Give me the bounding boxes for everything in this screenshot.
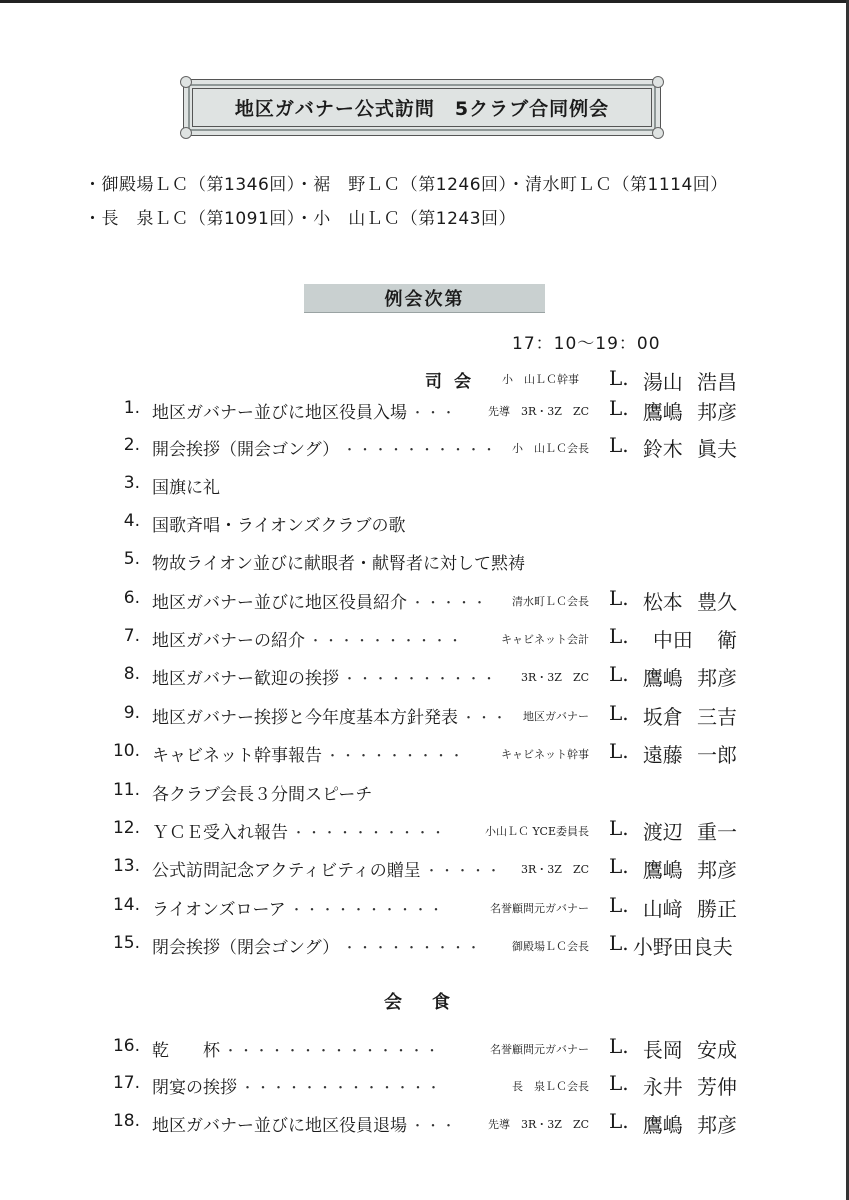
name-surname: 鷹嶋	[642, 858, 683, 882]
item-label: 地区ガバナー並びに地区役員紹介	[152, 593, 407, 613]
dot-leader: ・・・・・・・・・・	[343, 443, 499, 458]
name-surname: 永井	[642, 1075, 683, 1099]
name-given: 邦彦	[696, 858, 737, 882]
item-role: 3R・3Z ZC	[521, 863, 589, 876]
item-person-name	[609, 816, 737, 845]
program-item	[0, 854, 849, 884]
name-surname: 遠藤	[642, 743, 683, 767]
item-label: ライオンズローア	[152, 900, 286, 920]
name-prefix: L.	[609, 893, 629, 917]
program-item	[0, 893, 849, 923]
item-role: 清水町ＬＣ会長	[512, 595, 589, 608]
item-label: 地区ガバナー挨拶と今年度基本方針発表	[152, 708, 458, 728]
item-label: 地区ガバナー並びに地区役員入場	[152, 403, 407, 423]
item-number: 1.	[123, 398, 140, 418]
program-item	[0, 1109, 849, 1139]
item-number: 8.	[123, 664, 140, 684]
page-edge-top	[0, 0, 849, 3]
dot-leader: ・・・・・	[411, 596, 489, 611]
item-person-name	[609, 396, 737, 425]
name-prefix: L.	[609, 931, 629, 955]
dot-leader: ・・・・・・・・・・	[343, 672, 499, 687]
item-role: 3R・3Z ZC	[521, 671, 589, 684]
item-number: 16.	[112, 1036, 140, 1056]
program-item	[0, 547, 849, 577]
item-number: 9.	[123, 703, 140, 723]
item-person-name	[609, 701, 737, 730]
item-number: 5.	[123, 549, 140, 569]
name-surname: 鷹嶋	[642, 400, 683, 424]
item-role: 小山ＬＣ YCE委員長	[484, 825, 589, 838]
club-list-line-1: ・御殿場ＬＣ（第1346回）・裾 野ＬＣ（第1246回）・清水町ＬＣ（第1114回）	[84, 175, 728, 195]
name-prefix: L.	[609, 1109, 629, 1133]
name-surname: 渡辺	[642, 820, 683, 844]
program-item	[0, 701, 849, 731]
name-prefix: L.	[609, 701, 629, 725]
name-prefix: L.	[609, 624, 629, 648]
program-item	[0, 816, 849, 846]
name-prefix: L.	[609, 854, 629, 878]
item-person-name	[609, 1071, 737, 1100]
program-item	[0, 396, 849, 426]
name-prefix: L.	[609, 662, 629, 686]
item-person-name	[609, 662, 737, 691]
program-item	[0, 931, 849, 961]
name-surname: 坂倉	[642, 705, 683, 729]
item-person-name	[609, 433, 737, 462]
name-prefix: L.	[609, 739, 629, 763]
name-given: 邦彦	[696, 666, 737, 690]
name-given: 豊久	[696, 590, 737, 614]
item-label: 地区ガバナー歓迎の挨拶	[152, 669, 339, 689]
name-prefix: L.	[609, 433, 629, 457]
dot-leader: ・・・・・・・・・	[343, 941, 483, 956]
name-given: 衛	[716, 628, 737, 652]
item-role: キャビネット幹事	[501, 748, 589, 761]
item-role: 先導 3R・3Z ZC	[488, 1118, 589, 1131]
name-given: 三吉	[696, 705, 737, 729]
name-given: 一郎	[696, 743, 737, 767]
name-surname: 小野田良夫	[632, 935, 733, 959]
item-number: 10.	[112, 741, 140, 761]
mc-name	[609, 366, 737, 395]
item-number: 15.	[112, 933, 140, 953]
name-prefix: L.	[609, 396, 629, 420]
name-surname: 湯山	[642, 370, 683, 394]
name-given: 重一	[696, 820, 737, 844]
name-prefix: L.	[609, 816, 629, 840]
name-given: 邦彦	[696, 1113, 737, 1137]
name-given: 芳伸	[696, 1075, 737, 1099]
item-role: 小 山ＬＣ会長	[512, 442, 589, 455]
item-label: 閉会挨拶（閉会ゴング）	[152, 938, 340, 958]
dot-leader: ・・・	[411, 1119, 458, 1134]
item-person-name	[609, 931, 737, 960]
mc-label: 司会	[425, 372, 483, 392]
item-label: 地区ガバナーの紹介	[152, 631, 305, 651]
item-label: 各クラブ会長３分間スピーチ	[152, 785, 373, 805]
item-person-name	[609, 624, 737, 653]
item-number: 3.	[123, 473, 140, 493]
item-person-name	[609, 893, 737, 922]
item-label: 閉宴の挨拶	[152, 1078, 237, 1098]
page-title: 地区ガバナー公式訪問 5クラブ合同例会	[234, 98, 610, 120]
dot-leader: ・・・・・・・・・・	[309, 634, 465, 649]
name-surname: 鷹嶋	[642, 666, 683, 690]
item-role: 長 泉ＬＣ会長	[512, 1080, 589, 1093]
item-person-name	[609, 1109, 737, 1138]
name-given: 勝正	[696, 897, 737, 921]
item-label: 開会挨拶（開会ゴング）	[152, 440, 340, 460]
item-number: 18.	[112, 1111, 140, 1131]
item-number: 13.	[112, 856, 140, 876]
item-number: 4.	[123, 511, 140, 531]
program-item	[0, 662, 849, 692]
item-role: 御殿場ＬＣ会長	[512, 940, 589, 953]
dot-leader: ・・・・・・・・・	[326, 749, 466, 764]
name-prefix: L.	[609, 1071, 629, 1095]
item-number: 2.	[123, 435, 140, 455]
item-label: 国歌斉唱・ライオンズクラブの歌	[152, 516, 406, 536]
name-surname: 山﨑	[642, 897, 683, 921]
program-item	[0, 586, 849, 616]
item-number: 12.	[112, 818, 140, 838]
dot-leader: ・・・	[411, 406, 458, 421]
item-label: 物故ライオン並びに献眼者・献腎者に対して黙祷	[152, 554, 525, 574]
program-item	[0, 778, 849, 808]
program-item	[0, 1034, 849, 1064]
dot-leader: ・・・・・・・・・・	[292, 826, 448, 841]
dot-leader: ・・・・・・・・・・	[290, 903, 446, 918]
dot-leader: ・・・・・・・・・・・・・	[241, 1081, 443, 1096]
program-item	[0, 624, 849, 654]
item-label: 公式訪問記念アクティビティの贈呈	[152, 861, 421, 881]
item-label: 国旗に礼	[152, 478, 220, 498]
program-item	[0, 471, 849, 501]
name-surname: 長岡	[642, 1038, 683, 1062]
name-given: 邦彦	[696, 400, 737, 424]
dot-leader: ・・・・・・・・・・・・・・	[224, 1044, 442, 1059]
name-surname: 松本	[642, 590, 683, 614]
name-surname: 鈴木	[642, 437, 683, 461]
item-role: 名誉顧問元ガバナー	[490, 1043, 589, 1056]
time-range: 17：10～19：00	[512, 334, 661, 354]
name-prefix: L.	[609, 366, 629, 390]
program-item	[0, 509, 849, 539]
dot-leader: ・・・	[462, 711, 509, 726]
name-given: 浩昌	[696, 370, 737, 394]
name-given: 安成	[696, 1038, 737, 1062]
item-label: 乾 杯	[152, 1041, 220, 1061]
frame-corner-ornament	[652, 76, 664, 88]
item-person-name	[609, 854, 737, 883]
item-person-name	[609, 739, 737, 768]
program-item	[0, 1071, 849, 1101]
dining-title: 会食	[384, 992, 480, 1013]
program-item	[0, 739, 849, 769]
item-role: キャビネット会計	[501, 633, 589, 646]
name-prefix: L.	[609, 1034, 629, 1058]
name-surname: 鷹嶋	[642, 1113, 683, 1137]
name-surname: 中田	[652, 628, 693, 652]
section-title: 例会次第	[304, 284, 545, 313]
dot-leader: ・・・・・	[425, 864, 503, 879]
item-person-name	[609, 1034, 737, 1063]
item-label: キャビネット幹事報告	[152, 746, 322, 766]
program-item	[0, 433, 849, 463]
title-frame	[183, 79, 661, 136]
item-label: ＹＣＥ受入れ報告	[152, 823, 288, 843]
frame-corner-ornament	[652, 127, 664, 139]
name-given: 眞夫	[696, 437, 737, 461]
item-role: 地区ガバナー	[523, 710, 589, 723]
item-number: 11.	[112, 780, 140, 800]
item-number: 7.	[123, 626, 140, 646]
item-number: 14.	[112, 895, 140, 915]
item-role: 名誉顧問元ガバナー	[490, 902, 589, 915]
frame-corner-ornament	[180, 76, 192, 88]
item-number: 17.	[112, 1073, 140, 1093]
title-inner-border	[188, 84, 656, 131]
item-number: 6.	[123, 588, 140, 608]
item-person-name	[609, 586, 737, 615]
mc-role: 小 山ＬＣ幹事	[502, 373, 579, 386]
frame-corner-ornament	[180, 127, 192, 139]
item-label: 地区ガバナー並びに地区役員退場	[152, 1116, 407, 1136]
name-prefix: L.	[609, 586, 629, 610]
item-role: 先導 3R・3Z ZC	[488, 405, 589, 418]
club-list-line-2: ・長 泉ＬＣ（第1091回）・小 山ＬＣ（第1243回）	[84, 209, 517, 229]
